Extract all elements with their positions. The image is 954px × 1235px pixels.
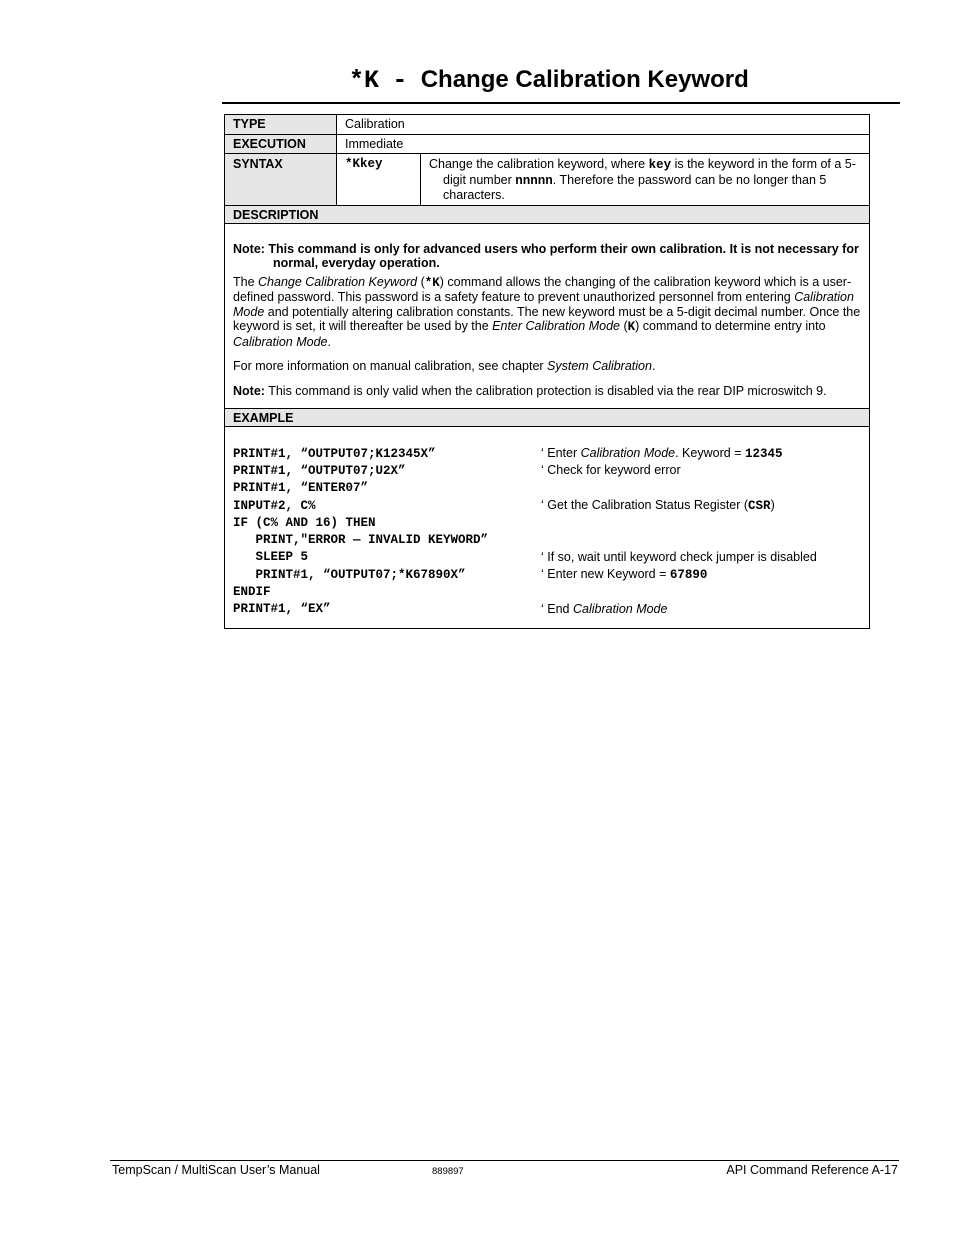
example-comment bbox=[541, 567, 861, 582]
example-line bbox=[233, 497, 861, 514]
example-line bbox=[233, 462, 861, 479]
text: ) command to determine entry into bbox=[635, 319, 826, 333]
description-header: DESCRIPTION bbox=[225, 206, 869, 224]
comment-part: Calibration Mode bbox=[572, 601, 668, 616]
description-body bbox=[225, 224, 869, 410]
example-comment bbox=[541, 550, 861, 565]
example-line bbox=[233, 601, 861, 618]
type-value: Calibration bbox=[345, 117, 405, 131]
execution-value: Immediate bbox=[345, 137, 404, 151]
dip-note bbox=[233, 384, 861, 399]
text: ) command allows the changing of the calibration keyword which is a user-defined password. This password is a safety feature to prevent unauthorized personnel from entering bbox=[233, 274, 852, 304]
text: . bbox=[651, 359, 656, 373]
comment-part: ) bbox=[770, 498, 775, 513]
syntax-desc-text: . Therefore the password can be no longer than 5 characters. bbox=[443, 172, 827, 202]
comment-part: 12345 bbox=[744, 447, 783, 462]
syntax-code: *Kkey bbox=[337, 154, 421, 205]
text-italic: Calibration Mode bbox=[233, 290, 854, 319]
text-italic: Change Calibration Keyword bbox=[258, 274, 418, 289]
footer-page-ref: API Command Reference A-17 bbox=[726, 1163, 898, 1177]
syntax-row bbox=[225, 154, 869, 206]
comment-part: ‘ End bbox=[541, 601, 573, 616]
example-code: PRINT#1, “OUTPUT07;K12345X” bbox=[233, 446, 436, 461]
comment-part: ‘ Enter bbox=[541, 446, 581, 461]
type-label: TYPE bbox=[225, 115, 337, 134]
example-comment bbox=[541, 446, 861, 461]
example-line bbox=[233, 445, 861, 462]
example-body bbox=[225, 427, 869, 628]
example-code: SLEEP 5 bbox=[233, 550, 309, 565]
syntax-desc-text: is the keyword in the form of a 5-digit number bbox=[443, 157, 856, 187]
example-line bbox=[233, 531, 861, 548]
example-comment bbox=[541, 498, 861, 513]
example-code: PRINT,"ERROR — INVALID KEYWORD” bbox=[233, 533, 489, 548]
comment-part: Calibration Mode bbox=[580, 446, 676, 461]
footer-manual-title: TempScan / MultiScan User’s Manual bbox=[112, 1163, 320, 1177]
note-label: Note: bbox=[233, 383, 265, 398]
example-line bbox=[233, 566, 861, 583]
comment-part: 67890 bbox=[669, 568, 708, 583]
comment-part: CSR bbox=[748, 499, 771, 514]
text-code: K bbox=[627, 320, 636, 334]
example-comment bbox=[541, 602, 861, 617]
text: The bbox=[233, 274, 259, 289]
title-name: Change Calibration Keyword bbox=[420, 66, 749, 93]
example-code: PRINT#1, “EX” bbox=[233, 602, 331, 617]
text-code: *K bbox=[424, 275, 440, 290]
text-italic: System Calibration bbox=[547, 359, 652, 373]
text: This command is only valid when the calibration protection is disabled via the rear DIP microswitch 9. bbox=[264, 383, 827, 398]
example-code: PRINT#1, “ENTER07” bbox=[233, 481, 369, 496]
text-italic: Enter Calibration Mode bbox=[492, 319, 621, 333]
text: . bbox=[327, 334, 331, 349]
comment-part: ‘ Get the Calibration Status Register ( bbox=[541, 498, 749, 513]
title-rule bbox=[222, 102, 900, 104]
example-comment bbox=[541, 463, 861, 478]
page-title bbox=[349, 66, 909, 95]
example-line bbox=[233, 583, 861, 600]
type-row bbox=[225, 115, 869, 135]
command-table bbox=[224, 114, 870, 629]
comment-part: . Keyword = bbox=[675, 446, 745, 461]
syntax-label: SYNTAX bbox=[225, 154, 337, 205]
text: For more information on manual calibration, see chapter bbox=[233, 359, 548, 373]
example-code: IF (C% AND 16) THEN bbox=[233, 515, 376, 530]
text: and potentially altering calibration constants. The new keyword must be a 5-digit decimal number. Once the keyword is set, it will thereafter be used by the bbox=[233, 304, 861, 333]
comment-part: ‘ If so, wait until keyword check jumper is disabled bbox=[541, 549, 817, 564]
footer-doc-number: 889897 bbox=[432, 1166, 464, 1177]
comment-part: ‘ Check for keyword error bbox=[541, 463, 681, 478]
example-line bbox=[233, 514, 861, 531]
example-line bbox=[233, 480, 861, 497]
syntax-desc-text: Change the calibration keyword, where bbox=[429, 157, 649, 171]
example-header: EXAMPLE bbox=[225, 409, 869, 427]
advanced-note: Note: This command is only for advanced users who perform their own calibration. It is not necessary for normal, everyday operation. bbox=[233, 241, 859, 270]
example-code: PRINT#1, “OUTPUT07;*K67890X” bbox=[233, 567, 466, 582]
syntax-desc-nnnnn: nnnnn bbox=[515, 173, 553, 188]
comment-part: ‘ Enter new Keyword = bbox=[541, 567, 670, 582]
title-separator: - bbox=[392, 66, 408, 95]
syntax-description bbox=[421, 154, 869, 205]
example-code: ENDIF bbox=[233, 585, 271, 600]
syntax-desc-key: key bbox=[648, 158, 672, 172]
execution-label: EXECUTION bbox=[225, 135, 337, 153]
text: ( bbox=[620, 319, 628, 333]
title-command: *K bbox=[349, 66, 380, 95]
example-code: PRINT#1, “OUTPUT07;U2X” bbox=[233, 463, 406, 478]
more-info-paragraph bbox=[233, 359, 861, 374]
footer-rule bbox=[110, 1160, 899, 1161]
description-paragraph bbox=[233, 275, 861, 350]
example-line bbox=[233, 549, 861, 566]
execution-row bbox=[225, 135, 869, 154]
example-code: INPUT#2, C% bbox=[233, 498, 316, 513]
text-italic: Calibration Mode bbox=[233, 334, 328, 349]
text: ( bbox=[417, 274, 425, 289]
